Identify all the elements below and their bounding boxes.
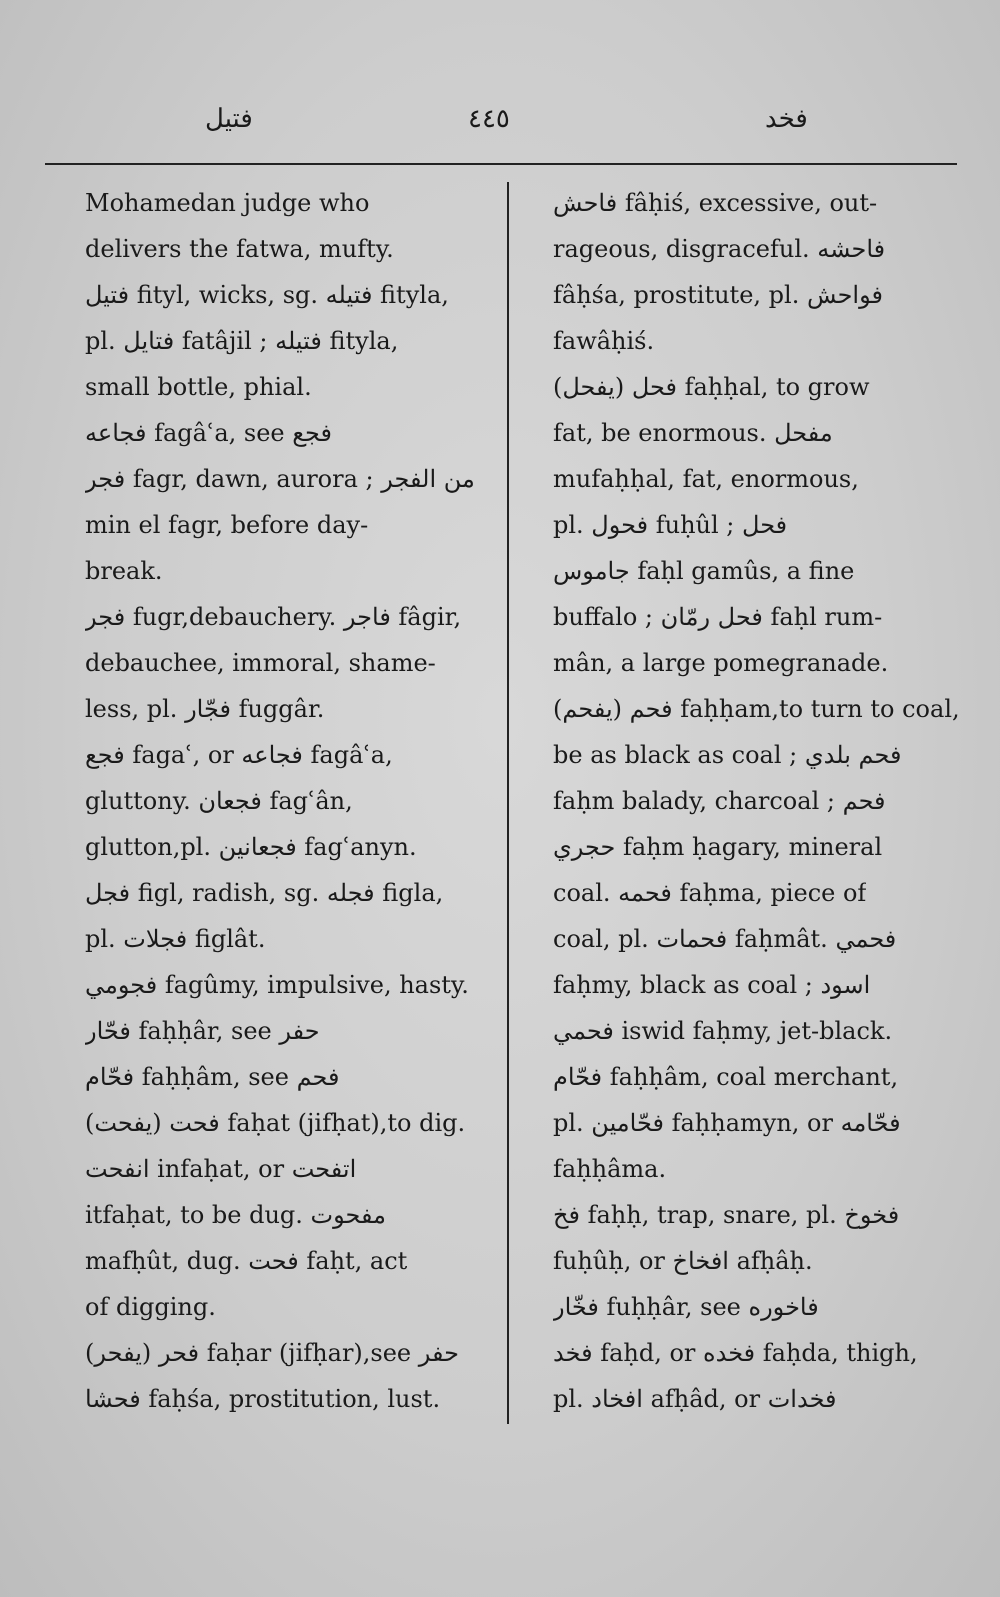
- entry-line: فاحش fâḥiś, excessive, out-: [553, 189, 878, 217]
- entry-line: فخد faḥd, or فخده faḥda, thigh,: [553, 1339, 918, 1367]
- entry-line: rageous, disgraceful. فاحشه: [553, 235, 886, 263]
- entry-line: انفحت infaḥat, or اتفحت: [85, 1155, 357, 1183]
- entry-line: فحر (يفحر) faḥar (jifḥar),see حفر: [85, 1339, 459, 1367]
- entry-line: pl. افخاد afḥâd, or فخدات: [553, 1385, 837, 1413]
- entry-line: فحّام faḥḥâm, coal merchant,: [553, 1063, 899, 1091]
- entry-line: فجومي fagûmy, impulsive, hasty.: [85, 971, 469, 999]
- entry-line: debauchee, immoral, shame-: [85, 649, 436, 677]
- entry-line: فحل (يفحل) faḥḥal, to grow: [553, 373, 870, 401]
- entry-line: less, pl. فجّار fuggâr.: [85, 695, 325, 723]
- entry-line: فتيل fityl, wicks, sg. فتيله fityla,: [85, 281, 449, 309]
- entry-line: coal, pl. فحمات faḥmât. فحمي: [553, 925, 897, 953]
- entry-line: faḥmy, black as coal ; اسود: [553, 971, 871, 999]
- entry-line: faḥm balady, charcoal ; فحم: [553, 787, 886, 815]
- entry-line: faḥḥâma.: [553, 1155, 667, 1183]
- entry-line: small bottle, phial.: [85, 373, 312, 401]
- entry-line: Mohamedan judge who: [85, 189, 370, 217]
- entry-line: mafḥût, dug. فحت faḥt, act: [85, 1247, 408, 1275]
- entry-line: pl. فجلات figlât.: [85, 925, 266, 953]
- entry-line: gluttony. فجعان fagʿân,: [85, 787, 353, 815]
- entry-line: فجر fagr, dawn, aurora ; من الفجر: [85, 465, 475, 493]
- entry-line: glutton,pl. فجعانين fagʿanyn.: [85, 833, 417, 861]
- entry-line: حجري faḥm ḥagary, mineral: [553, 833, 883, 861]
- entry-line: mân, a large pomegranade.: [553, 649, 889, 677]
- entry-line: فجع fagaʿ, or فجاعه fagâʿa,: [85, 741, 393, 769]
- entry-line: فجر fugr,debauchery. فاجر fâgir,: [85, 603, 462, 631]
- entry-line: pl. فحّامين faḥḥamyn, or فحّامه: [553, 1109, 901, 1137]
- entry-line: فخّار fuḥḥâr, see فاخوره: [553, 1293, 819, 1321]
- header-right-word: فخد: [765, 104, 808, 134]
- entry-line: فحمي iswid faḥmy, jet-black.: [553, 1017, 893, 1045]
- page-number: ٤٤٥: [468, 104, 510, 134]
- entry-line: فحت (يفحت) faḥat (jifḥat),to dig.: [85, 1109, 466, 1137]
- entry-line: fat, be enormous. مفحل: [553, 419, 833, 447]
- entry-line: itfaḥat, to be dug. مفحوت: [85, 1201, 387, 1229]
- entry-line: be as black as coal ; فحم بلدي: [553, 741, 902, 769]
- entry-line: mufaḥḥal, fat, enormous,: [553, 465, 859, 493]
- entry-line: فحم (يفحم) faḥḥam,to turn to coal,: [553, 695, 960, 723]
- entry-line: pl. فحول fuḥûl ; فحل: [553, 511, 788, 539]
- entry-line: break.: [85, 557, 163, 585]
- column-divider: [507, 182, 509, 1424]
- entry-line: delivers the fatwa, mufty.: [85, 235, 394, 263]
- header-left-word: فتيل: [205, 104, 253, 134]
- entry-line: فجاعه fagâʿa, see فجع: [85, 419, 332, 447]
- entry-line: of digging.: [85, 1293, 216, 1321]
- entry-line: فحّار faḥḥâr, see حفر: [85, 1017, 320, 1045]
- entry-line: fâḥśa, prostitute, pl. فواحش: [553, 281, 883, 309]
- header-rule: [45, 163, 957, 165]
- page-header: [0, 96, 1000, 146]
- entry-line: coal. فحمه faḥma, piece of: [553, 879, 867, 907]
- entry-line: فحّام faḥḥâm, see فحم: [85, 1063, 340, 1091]
- entry-line: جاموس faḥl gamûs, a fine: [553, 557, 855, 585]
- entry-line: فحشا faḥśa, prostitution, lust.: [85, 1385, 441, 1413]
- entry-line: فجل figl, radish, sg. فجله figla,: [85, 879, 444, 907]
- entry-line: min el fagr, before day-: [85, 511, 369, 539]
- entry-line: fuḥûḥ, or افخاخ afḥâḥ.: [553, 1247, 813, 1275]
- entry-line: fawâḥiś.: [553, 327, 655, 355]
- entry-line: buffalo ; فحل رمّان faḥl rum-: [553, 603, 883, 631]
- entry-line: pl. فتايل fatâjil ; فتيله fityla,: [85, 327, 399, 355]
- entry-line: فخ faḥḥ, trap, snare, pl. فخوخ: [553, 1201, 900, 1229]
